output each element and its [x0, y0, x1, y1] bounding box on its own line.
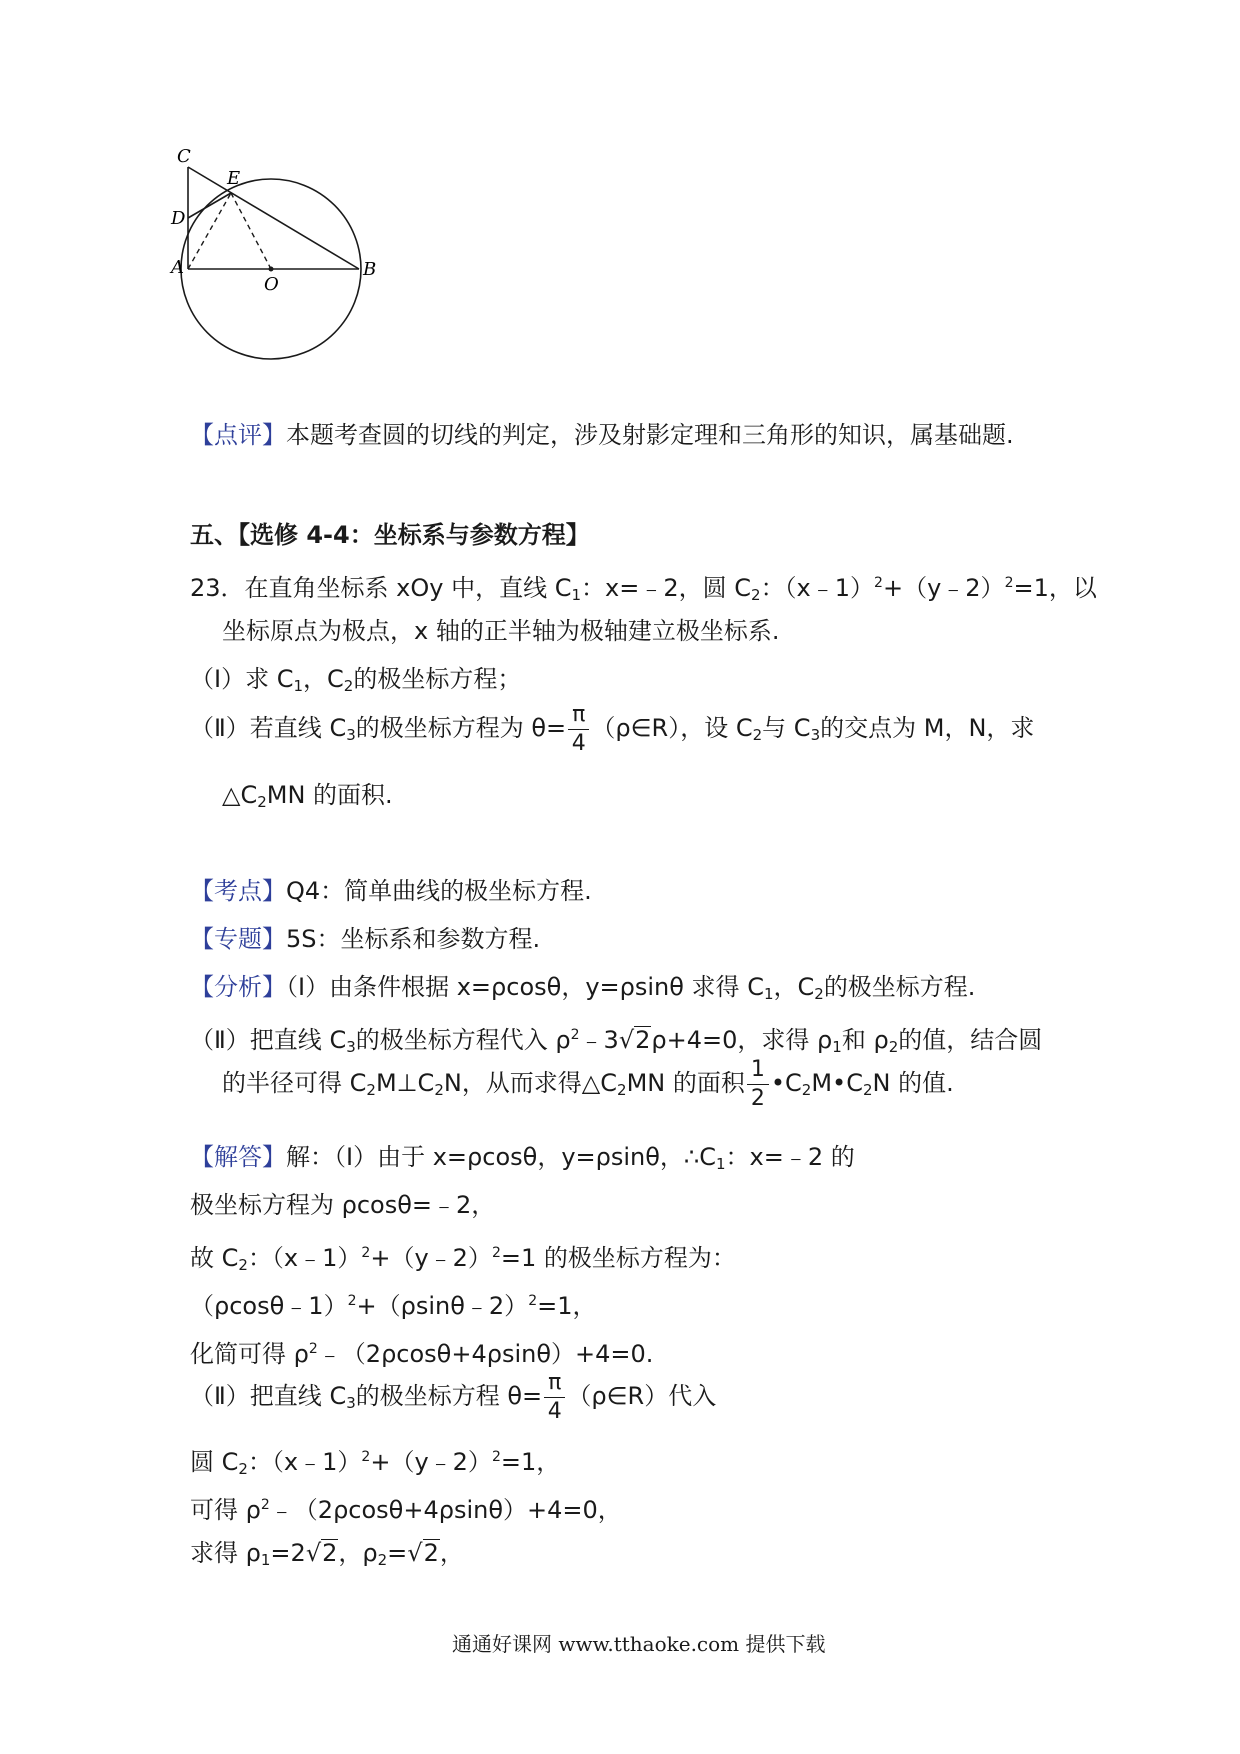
jieda-line-5: 化简可得 $\rho^2﹣(2\rho\cos\theta+4\rho\sin\theta)+4=0$. — [190, 1340, 654, 1368]
problem-part-1: （Ⅰ）求 $C_1$，$C_2$的极坐标方程； — [190, 665, 522, 695]
segment-cb — [188, 167, 359, 269]
kaodian-line: 【考点】Q4：简单曲线的极坐标方程. — [190, 877, 592, 905]
problem-line-2: 坐标原点为极点，x 轴的正半轴为极轴建立极坐标系. — [222, 617, 780, 645]
problem-number: 23． — [190, 574, 245, 602]
comment-text: 本题考查圆的切线的判定，涉及射影定理和三角形的知识，属基础题. — [286, 421, 1014, 449]
point-o — [269, 267, 274, 272]
fenxi-tag: 【分析】 — [190, 973, 286, 1001]
problem-part-2: （Ⅱ）若直线 $C_3$的极坐标方程为 θ= $\frac{\pi}{4}$ （ρ∈R），设 $C_2$与 $C_3$的交点为 M，N，求 — [190, 701, 1035, 756]
jieda-line-2: 极坐标方程为 ρcosθ=﹣2， — [190, 1191, 496, 1219]
problem-part-2-line-2: $\triangle C_2MN$ 的面积. — [222, 781, 393, 811]
page-footer: 通通好课网 www.tthaoke.com 提供下载 — [452, 1632, 826, 1656]
label-a: A — [171, 257, 184, 278]
comment-tag: 【点评】 — [190, 421, 286, 449]
pi-over-4-fraction: $\frac{\pi}{4}$ — [568, 704, 589, 755]
comment-line — [190, 418, 1014, 452]
jieda-tag: 【解答】 — [190, 1143, 286, 1171]
fenxi-line-1: 【分析】（Ⅰ）由条件根据 x=ρcosθ，y=ρsinθ 求得 $C_1$，$C_2$的极坐标方程. — [190, 973, 976, 1003]
jieda-line-1: 【解答】解：（Ⅰ）由于 x=ρcosθ，y=ρsinθ，$\therefore C_1$：x=﹣2 的 — [190, 1143, 855, 1173]
jieda-line-7: 圆 $C_2$：（x﹣1）$^2$+（y﹣2）$^2$=1， — [190, 1448, 561, 1478]
jieda-line-4: （ρcosθ﹣1）$^2$+（ρsinθ﹣2）$^2$=1， — [190, 1292, 597, 1320]
jieda-line-6: （Ⅱ）把直线 $C_3$的极坐标方程 θ= $\frac{\pi}{4}$ （ρ∈R）代入 — [190, 1369, 717, 1424]
jieda-line-8: 可得 $\rho^2﹣(2\rho\cos\theta+4\rho\sin\theta)+4=0$， — [190, 1496, 622, 1524]
kaodian-tag: 【考点】 — [190, 877, 286, 905]
label-d: D — [171, 208, 186, 229]
label-c: C — [177, 146, 191, 167]
jieda-line-9: 求得 $\rho_1=2√2$，$\rho_2=√2$， — [190, 1539, 464, 1569]
fenxi-line-2: （Ⅱ）把直线 $C_3$的极坐标方程代入 $\rho^2﹣3√2\rho+4=0$，求得 $\rho_1$和 $\rho_2$的值，结合圆 — [190, 1026, 1043, 1056]
zhuanti-tag: 【专题】 — [190, 925, 286, 953]
label-o: O — [264, 274, 279, 295]
geometry-figure — [160, 140, 400, 380]
segment-ae-dashed — [188, 193, 231, 269]
problem-line-1: 23．在直角坐标系 xOy 中，直线 $C_1$：x=﹣2，圆 $C_2$：（x﹣1）$^2$+（y﹣2）$^2$=1，以 — [190, 574, 1097, 604]
zhuanti-line: 【专题】5S：坐标系和参数方程. — [190, 925, 541, 953]
section-title: 五、【选修 4-4：坐标系与参数方程】 — [190, 521, 590, 549]
half-fraction: $\frac{1}{2}$ — [747, 1059, 769, 1110]
jieda-line-3: 故 $C_2$：（x﹣1）$^2$+（y﹣2）$^2$=1 的极坐标方程为： — [190, 1244, 736, 1274]
fenxi-line-3: 的半径可得 $C_2M\perp C_2N$，从而求得$\triangle C_2MN$ 的面积 $\frac{1}{2}$ $•C_2M•C_2N$ 的值. — [222, 1056, 954, 1111]
label-b: B — [363, 259, 377, 280]
pi-over-4-fraction-2: $\frac{\pi}{4}$ — [544, 1372, 565, 1423]
label-e: E — [227, 168, 241, 189]
